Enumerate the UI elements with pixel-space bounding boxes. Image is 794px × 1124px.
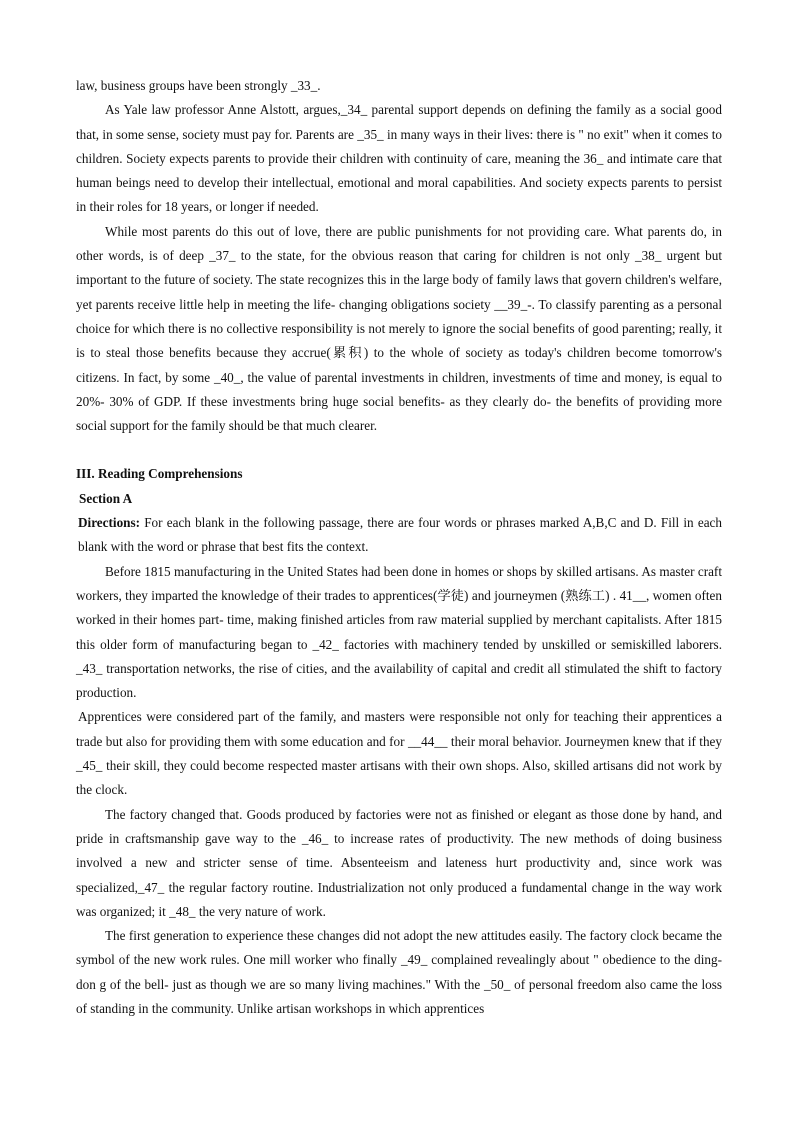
passage-paragraph-apprentices: Apprentices were considered part of the family, and masters were responsible not only for teaching their apprentices a trade but also for providing them with some education and for __44__ their moral behavior. Journeymen knew that if they _45_ their skill, they could become respected master artisans with their own shops. Also, skilled artisans did not work by the clock. — [76, 709, 722, 798]
directions-label: Directions: — [78, 515, 141, 531]
part-heading: III. Reading Comprehensions — [76, 466, 243, 482]
passage-paragraph-alstott: As Yale law professor Anne Alstott, argues,_34_ parental support depends on defining the family as a social good that, in some sense, society must pay for. Parents are _35_ in many ways in their lives: there is " no exit" when it comes to children. Society expects parents to provide their children with continuity of care, meaning the 36_ and intimate care that human beings need to develop their intellectual, emotional and moral capabilities. And society expects parents to persist in their roles for 18 years, or longer if needed. — [76, 102, 722, 215]
section-heading: Section A — [79, 490, 133, 506]
passage-paragraph-factory: The factory changed that. Goods produced by factories were not as finished or elegant as those done by hand, and pride in craftsmanship gave way to the _46_ to increase rates of productivity. The new methods of doing business involved a new and stricter sense of time. Absenteeism and lateness hurt productivity and, since work was specialized,_47_ the regular factory routine. Industrialization not only produced a fundamental change in the way work was organized; it _48_ the very nature of work. — [76, 806, 722, 919]
passage-continuation-line: law, business groups have been strongly _33_. — [76, 78, 321, 93]
document-page — [76, 74, 722, 1021]
passage-paragraph-public-punishments: While most parents do this out of love, there are public punishments for not providing care. What parents do, in other words, is of deep _37_ to the state, for the obvious reason that caring for children is not only _38_ urgent but important to the future of society. The state recognizes this in the large body of family laws that govern children's welfare, yet parents receive little help in meeting the life- changing obligations society __39_-. To classify parenting as a personal choice for which there is no collective responsibility is not merely to ignore the social benefits of good parenting; really, it is to steal those benefits because they accrue(累积) to the whole of society as today's children become tomorrow's citizens. In fact, by some _40_, the value of parental investments in children, investments of time and money, is equal to 20%- 30% of GDP. If these investments bring huge social benefits- as they clearly do- the benefits of providing more social support for the family should be that much clearer. — [76, 223, 722, 434]
section-spacer — [76, 438, 722, 462]
passage-paragraph-first-generation: The first generation to experience these changes did not adopt the new attitudes easily. The factory clock became the symbol of the new work rules. One mill worker who finally _49_ complained revealingly about " obedience to the ding- don g of the bell- just as though we are so many living machines." With the _50_ of personal freedom also came the loss of standing in the community. Unlike artisan workshops in which apprentices — [76, 928, 722, 1016]
passage-paragraph-manufacturing: Before 1815 manufacturing in the United States had been done in homes or shops by skilled artisans. As master craft workers, they imparted the knowledge of their trades to apprentices(学徒) and journeymen (熟练工) . 41__, women often worked in their homes part- time, making finished articles from raw material supplied by merchant capitalists. After 1815 this older form of manufacturing began to _42_ factories with machinery tended by unskilled or semiskilled laborers. _43_ transportation networks, the rise of cities, and the availability of capital and credit all stimulated the shift to factory production. — [76, 563, 723, 701]
directions-text: For each blank in the following passage, there are four words or phrases marked A,B,C and D. Fill in each blank with the word or phrase that best fits the context. — [78, 515, 722, 555]
directions-paragraph — [76, 511, 722, 560]
